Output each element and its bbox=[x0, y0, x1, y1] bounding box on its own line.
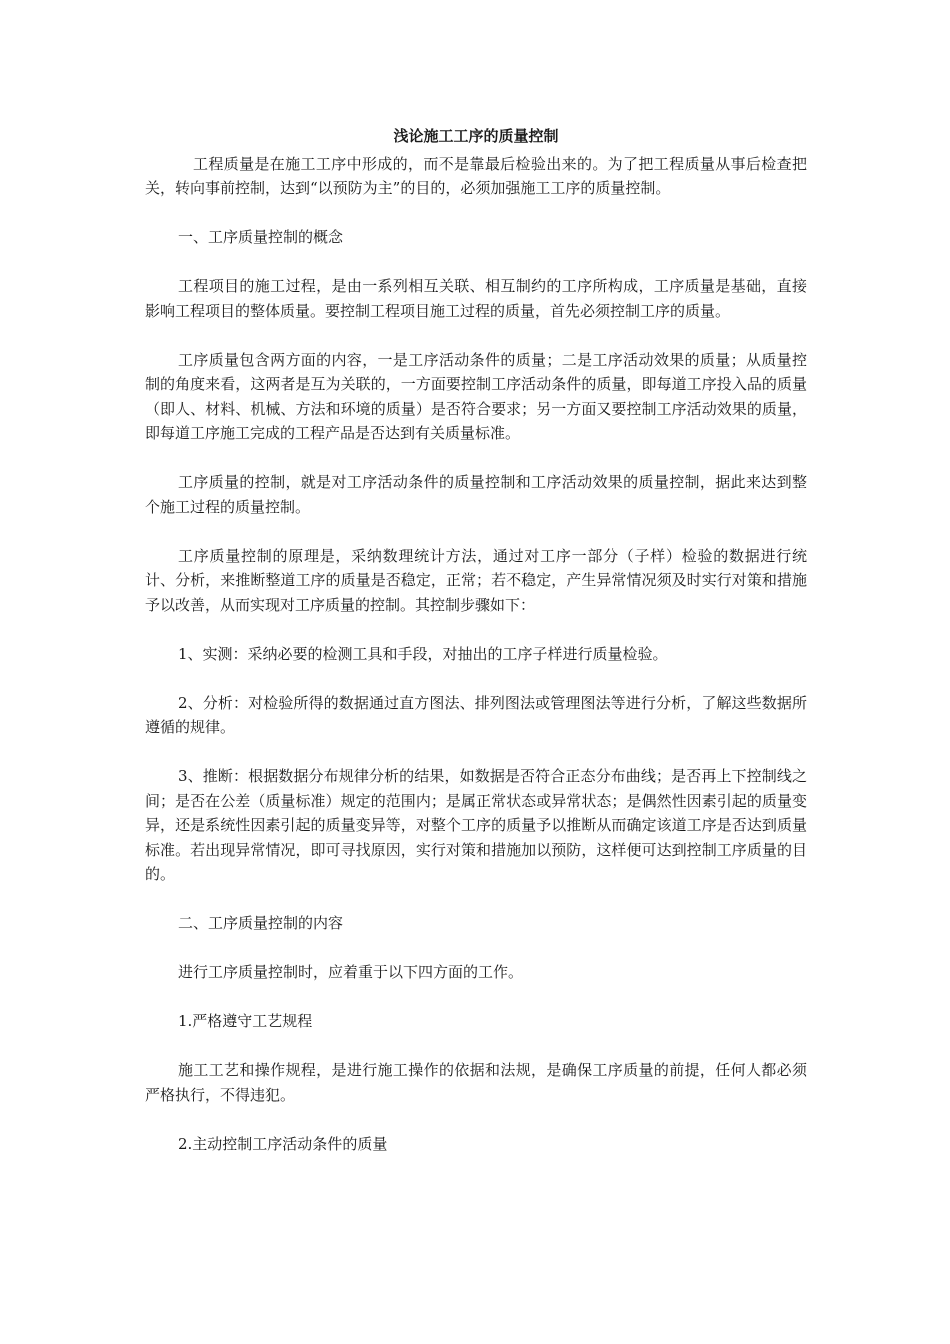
body-paragraph: 施工工艺和操作规程，是进行施工操作的依据和法规，是确保工序质量的前提，任何人都必须严格执行，不得违犯。 bbox=[145, 1061, 807, 1104]
body-paragraph: 工程项目的施工过程，是由一系列相互关联、相互制约的工序所构成，工序质量是基础，直接影响工程项目的整体质量。要控制工程项目施工过程的质量，首先必须控制工序的质量。 bbox=[145, 277, 807, 320]
body-paragraph: 工序质量的控制，就是对工序活动条件的质量控制和工序活动效果的质量控制，据此来达到整个施工过程的质量控制。 bbox=[145, 473, 807, 516]
step-item: 2、分析：对检验所得的数据通过直方图法、排列图法或管理图法等进行分析，了解这些数据所遵循的规律。 bbox=[145, 693, 807, 736]
step-item: 1、实测：采纳必要的检测工具和手段，对抽出的工序子样进行质量检验。 bbox=[178, 644, 668, 663]
intro-paragraph: 工程质量是在施工工序中形成的，而不是靠最后检验出来的。为了把工程质量从事后检查把关，转向事前控制，达到“以预防为主”的目的，必须加强施工工序的质量控制。 bbox=[145, 154, 807, 197]
body-paragraph: 工序质量包含两方面的内容，一是工序活动条件的质量；二是工序活动效果的质量；从质量控制的角度来看，这两者是互为关联的，一方面要控制工序活动条件的质量，即每道工序投入品的质量（即人、材料、机械、方法和环境的质量）是否符合要求；另一方面又要控制工序活动效果的质量，即每道工序施工完成的工程产品是否达到有关质量标准。 bbox=[145, 350, 807, 442]
section-heading-2: 二、工序质量控制的内容 bbox=[178, 914, 344, 932]
subsection-heading: 1.严格遵守工艺规程 bbox=[178, 1012, 313, 1030]
document-body bbox=[145, 124, 807, 1156]
section-heading-1: 一、工序质量控制的概念 bbox=[178, 228, 344, 246]
step-item: 3、推断：根据数据分布规律分析的结果，如数据是否符合正态分布曲线；是否再上下控制线之间；是否在公差（质量标准）规定的范围内；是属正常状态或异常状态；是偶然性因素引起的质量变异，还是系统性因素引起的质量变异等，对整个工序的质量予以推断从而确定该道工序是否达到质量标准。若出现异常情况，即可寻找原因，实行对策和措施加以预防，这样便可达到控制工序质量的目的。 bbox=[145, 767, 807, 883]
body-paragraph: 进行工序质量控制时，应着重于以下四方面的工作。 bbox=[178, 963, 524, 981]
subsection-heading: 2.主动控制工序活动条件的质量 bbox=[178, 1134, 388, 1153]
body-paragraph: 工序质量控制的原理是，采纳数理统计方法，通过对工序一部分（子样）检验的数据进行统计、分析，来推断整道工序的质量是否稳定，正常；若不稳定，产生异常情况须及时实行对策和措施予以改善，从而实现对工序质量的控制。其控制步骤如下： bbox=[145, 546, 807, 614]
document-title: 浅论施工工序的质量控制 bbox=[393, 127, 559, 145]
